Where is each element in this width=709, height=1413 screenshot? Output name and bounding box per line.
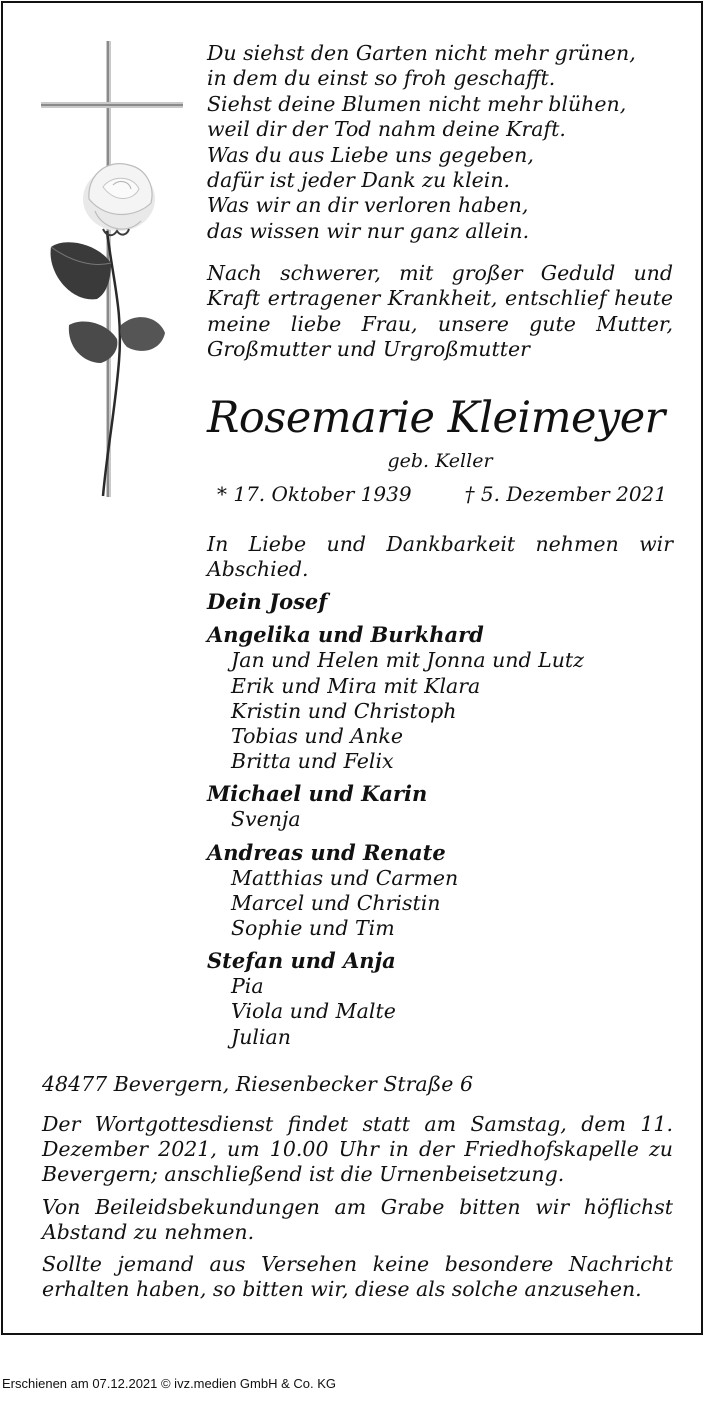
deceased-name: Rosemarie Kleimeyer bbox=[207, 393, 665, 443]
cross-with-rose-icon bbox=[37, 41, 187, 501]
family-member: Marcel und Christin bbox=[231, 890, 441, 915]
family-member: Erik und Mira mit Klara bbox=[231, 673, 481, 698]
birth-date: * 17. Oktober 1939 bbox=[217, 482, 412, 506]
family-group-head: Andreas und Renate bbox=[207, 839, 446, 865]
family-list bbox=[207, 532, 673, 1050]
notification-note: Sollte jemand aus Versehen keine besondere Nachricht erhalten haben, so bitten wir, diese als solche anzusehen. bbox=[42, 1252, 673, 1302]
family-group-head: Michael und Karin bbox=[207, 781, 428, 807]
intro-text: Nach schwerer, mit großer Geduld und Kraft ertragener Krankheit, entschlief heute meine liebe Frau, unsere gute Mutter, Großmutter und Urgroßmutter bbox=[207, 261, 673, 362]
family-group bbox=[207, 622, 673, 774]
family-member: Viola und Malte bbox=[231, 999, 396, 1024]
family-member: Jan und Helen mit Jonna und Lutz bbox=[231, 648, 584, 673]
family-group-head: Stefan und Anja bbox=[207, 948, 396, 974]
family-member: Sophie und Tim bbox=[231, 916, 395, 941]
publication-footer: Erschienen am 07.12.2021 © ivz.medien GmbH & Co. KG bbox=[2, 1376, 337, 1391]
family-member: Tobias und Anke bbox=[231, 724, 403, 749]
obituary-frame bbox=[1, 1, 703, 1335]
family-group bbox=[207, 589, 673, 615]
family-member: Britta und Felix bbox=[231, 749, 394, 774]
poem-line: Siehst deine Blumen nicht mehr blühen, bbox=[207, 91, 627, 116]
poem-line: dafür ist jeder Dank zu klein. bbox=[207, 168, 511, 193]
notes bbox=[42, 1112, 673, 1309]
family-member: Pia bbox=[231, 974, 264, 999]
service-note: Der Wortgottesdienst findet statt am Samstag, dem 11. Dezember 2021, um 10.00 Uhr in der Friedhofskapelle zu Bevergern; anschließend ist die Urnenbeisetzung. bbox=[42, 1112, 673, 1187]
poem bbox=[207, 41, 677, 244]
death-date: † 5. Dezember 2021 bbox=[464, 482, 667, 506]
poem-line: weil dir der Tod nahm deine Kraft. bbox=[207, 117, 566, 142]
born-name: geb. Keller bbox=[387, 450, 493, 472]
family-member: Julian bbox=[231, 1024, 291, 1049]
poem-line: in dem du einst so froh geschafft. bbox=[207, 66, 556, 91]
family-group-head: Dein Josef bbox=[207, 589, 328, 615]
life-dates bbox=[217, 481, 667, 507]
poem-line: Was du aus Liebe uns gegeben, bbox=[207, 142, 534, 167]
family-group-head: Angelika und Burkhard bbox=[207, 622, 484, 648]
family-group bbox=[207, 781, 673, 832]
poem-line: Du siehst den Garten nicht mehr grünen, bbox=[207, 41, 636, 65]
family-member: Svenja bbox=[231, 807, 301, 832]
poem-line: das wissen wir nur ganz allein. bbox=[207, 218, 530, 243]
family-group bbox=[207, 840, 673, 942]
farewell-text: In Liebe und Dankbarkeit nehmen wir Abschied. bbox=[207, 532, 673, 582]
address: 48477 Bevergern, Riesenbecker Straße 6 bbox=[42, 1072, 474, 1096]
family-member: Matthias und Carmen bbox=[231, 865, 459, 890]
family-member: Kristin und Christoph bbox=[231, 698, 457, 723]
condolence-note: Von Beileidsbekundungen am Grabe bitten wir höflichst Abstand zu nehmen. bbox=[42, 1194, 673, 1244]
family-group bbox=[207, 948, 673, 1050]
poem-line: Was wir an dir verloren haben, bbox=[207, 193, 529, 218]
